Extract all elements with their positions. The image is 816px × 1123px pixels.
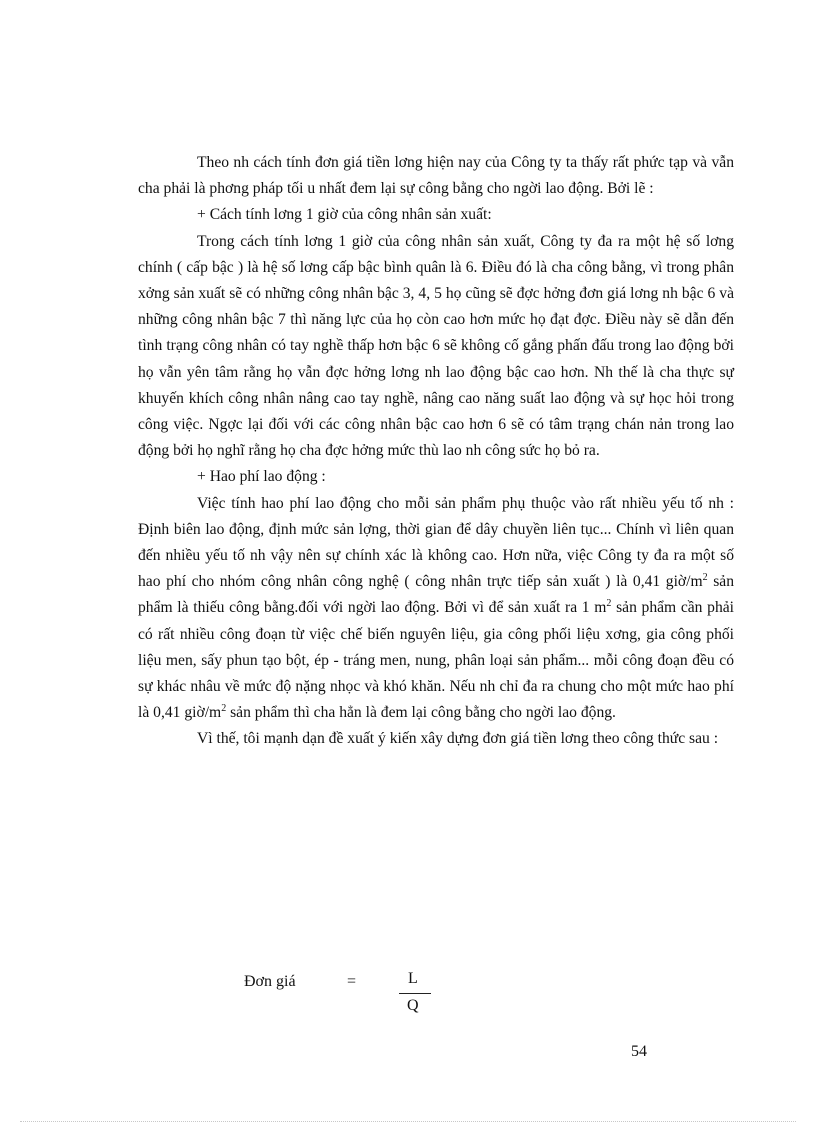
- heading-labor-cost: + Hao phí lao động :: [197, 468, 326, 486]
- labor-cost-text-1: Việc tính hao phí lao động cho mỗi sản phẩm phụ thuộc vào rất nhiều yếu tố nh : Định biên lao động, định mức sản lợng, thời gian để dây chuyền liên tục... Chính vì liên quan đến nhiều yếu tố nh vậy nên sự chính xác là không cao. Hơn nữa, việc Công ty đa ra một số hao phí cho nhóm công nhân công nghệ ( công nhân trực tiếp sản xuất ) là 0,41 giờ/m: [138, 494, 734, 591]
- document-body: [138, 150, 734, 753]
- formula-denominator: Q: [407, 997, 419, 1014]
- superscript: 2: [606, 598, 612, 610]
- heading-hourly-wage: + Cách tính lơng 1 giờ của công nhân sản xuất:: [197, 206, 492, 224]
- paragraph-proposal: Vì thế, tôi mạnh dạn đề xuất ý kiến xây dựng đơn giá tiền lơng theo công thức sau :: [197, 730, 719, 748]
- unit-price-formula: [244, 970, 444, 1020]
- labor-cost-text-2: sản phẩm là thiếu công bằng.đối với ngời lao động. Bởi vì để sản xuất ra 1 m: [138, 573, 735, 617]
- formula-equals: =: [347, 973, 357, 990]
- formula-numerator: L: [408, 970, 418, 987]
- paragraph-intro: Theo nh cách tính đơn giá tiền lơng hiện nay của Công ty ta thấy rất phức tạp và vẫn cha phải là phơng pháp tối u nhất đem lại sự công bằng cho ngời lao động. Bởi lẽ :: [138, 154, 734, 198]
- paragraph-labor-cost: [138, 491, 734, 727]
- page-bottom-divider: [20, 1121, 796, 1122]
- page-number: 54: [631, 1043, 647, 1060]
- paragraph-hourly-wage: Trong cách tính lơng 1 giờ của công nhân sản xuất, Công ty đa ra một hệ số lơng chính ( cấp bậc ) là hệ số lơng cấp bậc bình quân là 6. Điều đó là cha công bằng, vì trong phân xởng sản xuất sẽ có những công nhân bậc 3, 4, 5 họ cũng sẽ đợc hởng đơn giá lơng nh bậc 6 và những công nhân bậc 7 thì năng lực của họ còn cao hơn mức họ đạt đợc. Điều này sẽ dẫn đến tình trạng công nhân có tay nghề thấp hơn bậc 6 sẽ không cố gắng phấn đấu trong lao động bởi họ vẫn yên tâm rằng họ vẫn đợc hởng lơng nh lao động bậc cao hơn. Nh thế là cha thực sự khuyến khích công nhân nâng cao tay nghề, nâng cao năng suất lao động và sự học hỏi trong công việc. Ngợc lại đối với các công nhân bậc cao hơn 6 sẽ có tâm trạng chán nản trong lao động bởi họ nghĩ rằng họ cha đợc hởng mức thù lao nh công sức họ bỏ ra.: [138, 232, 734, 460]
- formula-label: Đơn giá: [244, 973, 296, 990]
- labor-cost-text-4: sản phẩm thì cha hẳn là đem lại công bằng cho ngời lao động.: [226, 704, 616, 722]
- superscript: 2: [221, 703, 227, 715]
- superscript: 2: [702, 572, 708, 584]
- fraction-bar: [399, 993, 431, 994]
- labor-cost-text-3: sản phẩm cần phải có rất nhiều công đoạn từ việc chế biến nguyên liệu, gia công phối liệu xơng, gia công phối liệu men, sấy phun tạo bột, ép - tráng men, nung, phân loại sản phẩm... mỗi công đoạn đều có sự khác nhâu về mức độ nặng nhọc và khó khăn. Nếu nh chỉ đa ra chung cho một mức hao phí là 0,41 giờ/m: [138, 599, 734, 722]
